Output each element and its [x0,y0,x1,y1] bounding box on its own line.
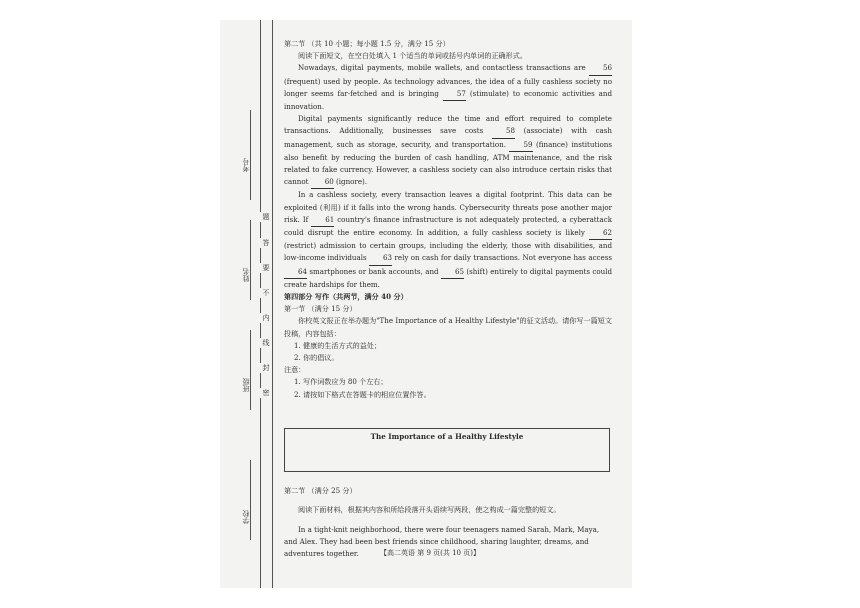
writing-section1-heading: 第一节 （满分 15 分） [284,304,357,314]
writing-section2-instruction: 阅读下面材料，根据其内容和所给段落开头语续写两段，使之构成一篇完整的短文。 [298,505,561,515]
page-footer: 【高二英语 第 9 页(共 10 页)】 [380,549,480,557]
seal-line [260,20,261,588]
requirement-1: 1. 健康的生活方式的益处； [294,340,382,350]
essay-title: The Importance of a Healthy Lifestyle [370,432,524,441]
writing-section2-heading: 第二节 （满分 25 分） [284,486,357,496]
blank-56[interactable]: 56 [589,62,612,75]
writing-task: 你校英文报正在举办题为"The Importance of a Healthy Lifestyle"的征文活动。请你写一篇短文投稿，内容包括： [284,316,612,338]
note-label: 注意： [284,365,306,375]
class-field[interactable] [250,330,251,410]
section-heading: 第二节 （共 10 小题；每小题 1.5 分，满分 15 分） [284,39,450,48]
note-2: 2. 请按如下格式在答题卡的相应位置作答。 [294,389,431,399]
seal-char: 答 [260,238,272,248]
blank-63[interactable]: 63 [369,252,392,265]
paragraph-2: Digital payments significantly reduce the time and effort required to complete transactions. Additionally, businesses save costs 58 (associate) with cash management, such as storage, security, and transportation. 59 (finance) institutions also benefit by reducing the burden of cash handling, ATM maintenance, and the risk related to fake currency. However, a cashless society can also introduce certain risks that cannot 60 (ignore). [284,113,612,189]
blank-62[interactable]: 62 [589,227,612,240]
requirement-2: 2. 你的倡议。 [294,353,339,363]
story-paragraph: In a tight-knit neighborhood, there were four teenagers named Sarah, Mark, Maya, and Alex. They had been best friends since childhood, sharing laughter, dreams, and adventures together. [284,524,600,559]
class-label: 班级 [242,378,250,392]
seal-char: 内 [260,313,272,323]
name-field[interactable] [250,220,251,300]
blank-59[interactable]: 59 [509,139,532,152]
essay-answer-box[interactable] [284,428,610,472]
paragraph-3: In a cashless society, every transaction leaves a digital footprint. This data can be exploited (利用) if it falls into the wrong hands. Cybersecurity threats pose another major risk. If 61 country's finance infrastructure is not adequately protected, a cyberattack could disrupt the entire economy. In addition, a fully cashless society is likely 62 (restrict) admission to certain groups, including the elderly, those with disabilities, and low-income individuals 63 rely on cash for daily transactions. Not everyone has access 64 smartphones or bank accounts, and 65 (shift) entirely to digital payments could create hardships for them. [284,190,612,289]
seal-line-inner [272,20,273,588]
seal-char: 封 [260,363,272,373]
seal-char: 要 [260,263,272,273]
seal-char: 密 [260,388,272,398]
main-content [284,38,612,401]
seal-char: 线 [260,338,272,348]
blank-64[interactable]: 64 [284,266,307,279]
blank-65[interactable]: 65 [441,266,464,279]
blank-60[interactable]: 60 [311,176,334,189]
name-label: 姓名 [242,268,250,282]
seal-char: 不 [260,288,272,298]
note-1: 1. 写作词数应为 80 个左右； [294,377,388,387]
blank-58[interactable]: 58 [492,125,515,138]
blank-57[interactable]: 57 [443,88,466,101]
blank-61[interactable]: 61 [311,214,334,227]
paragraph-1: Nowadays, digital payments, mobile wallets, and contactless transactions are 56 (frequent) used by people. As technology advances, the idea of a fully cashless society no longer seems far-fetched and is bringing 57 (stimulate) to economic activities and innovation. [284,63,612,112]
seal-char: 题 [260,212,272,222]
school-field[interactable] [250,460,251,540]
instruction: 阅读下面短文，在空白处填入 1 个适当的单词或括号内单词的正确形式。 [298,51,527,61]
exam-number-field[interactable] [250,110,251,200]
exam-number-label: 考号 [242,158,250,172]
school-label: 学校 [242,510,250,524]
part4-heading: 第四部分 写作（共两节，满分 40 分） [284,292,408,302]
